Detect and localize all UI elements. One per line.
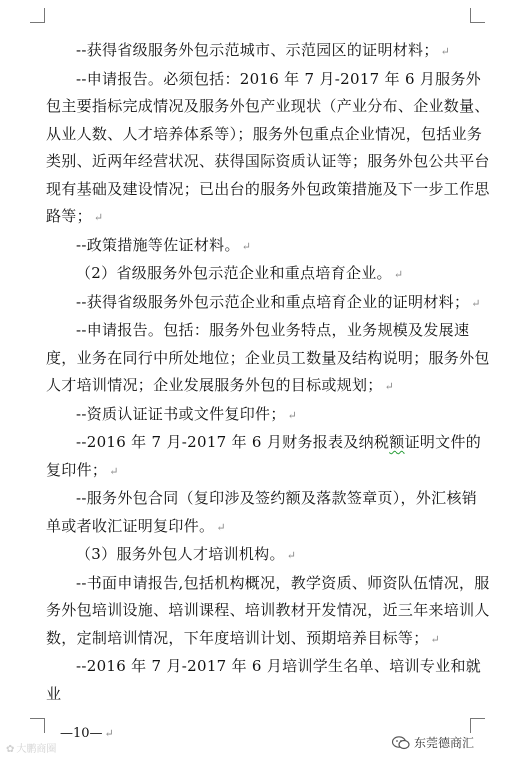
paragraph-6: --申请报告。包括：服务外包业务特点，业务规模及发展速度，业务在同行中所处地位；企业员工数量及结构说明；服务外包人才培训情况；企业发展服务外包的目标或规划； ↵ [46,321,490,394]
paragraph-1: --获得省级服务外包示范城市、示范园区的证明材料； ↵ [76,41,451,59]
paragraph-mark: ↵ [287,408,298,422]
paragraph-7: --资质认证证书或文件复印件； ↵ [76,404,298,423]
paragraph-mark: ↵ [109,464,119,478]
paragraph-12: --2016 年 7 月-2017 年 6 月培训学生名单、培训专业和就业 [46,657,482,703]
paragraph-5: --获得省级服务外包示范企业和重点培育企业的证明材料； ↵ [76,292,481,311]
paragraph-3: --政策措施等佐证材料。 ↵ [76,235,252,254]
weibo-icon: ✿ [6,744,15,755]
crop-mark-bottom-right [470,718,485,733]
paragraph-11: --书面申请报告,包括机构概况，教学资质、师资队伍情况，服务外包培训设施、培训课程、培训教材开发情况，近三年来培训人数，定制培训情况，下年度培训计划、预期培养目标等； ↵ [46,573,490,647]
paragraph-mark: ↵ [241,239,252,253]
paragraph-mark: ↵ [286,549,297,562]
paragraph-mark: ↵ [393,268,404,281]
crop-mark-top-right [470,8,485,23]
paragraph-mark: ↵ [440,45,451,58]
paragraph-mark: ↵ [384,380,395,393]
watermark-left: ✿ 大鹏商圈 [6,744,57,755]
paragraph-10: （3）服务外包人才培训机构。 ↵ [76,545,297,563]
paragraph-mark: ↵ [216,520,226,534]
paragraph-mark: ↵ [430,632,441,646]
spellcheck-underline[interactable]: 额 [389,433,405,451]
page-number: —10— ↵ [60,726,114,741]
paragraph-9: --服务外包合同（复印涉及签约额及落款签章页），外汇核销单或者收汇证明复印件。 ↵ [46,489,478,535]
paragraph-4: （2）省级服务外包示范企业和重点培育企业。 ↵ [76,264,404,282]
watermark-right: 东莞德商汇 [392,734,474,751]
paragraph-2: --申请报告。必须包括：2016 年 7 月-2017 年 6 月服务外包主要指标完成情况及服务外包产业现状（产业分布、企业数量、从业人数、人才培养体系等）；服务外包重点企业情况，包括业务类别、近两年经营状况、获得国际资质认证等；服务外包公共平台现有基础及建设情况；已出台的服务外包政策措施及下一步工作思路等； ↵ [46,69,490,225]
paragraph-mark: ↵ [471,296,481,310]
document-body [46,37,492,708]
paragraph-8: --2016 年 7 月-2017 年 6 月财务报表及纳税额证明文件的复印件； ↵ [46,433,482,479]
wechat-icon [392,736,410,750]
paragraph-mark: ↵ [93,211,104,224]
crop-mark-bottom-left [30,718,45,733]
crop-mark-top-left [30,8,45,23]
